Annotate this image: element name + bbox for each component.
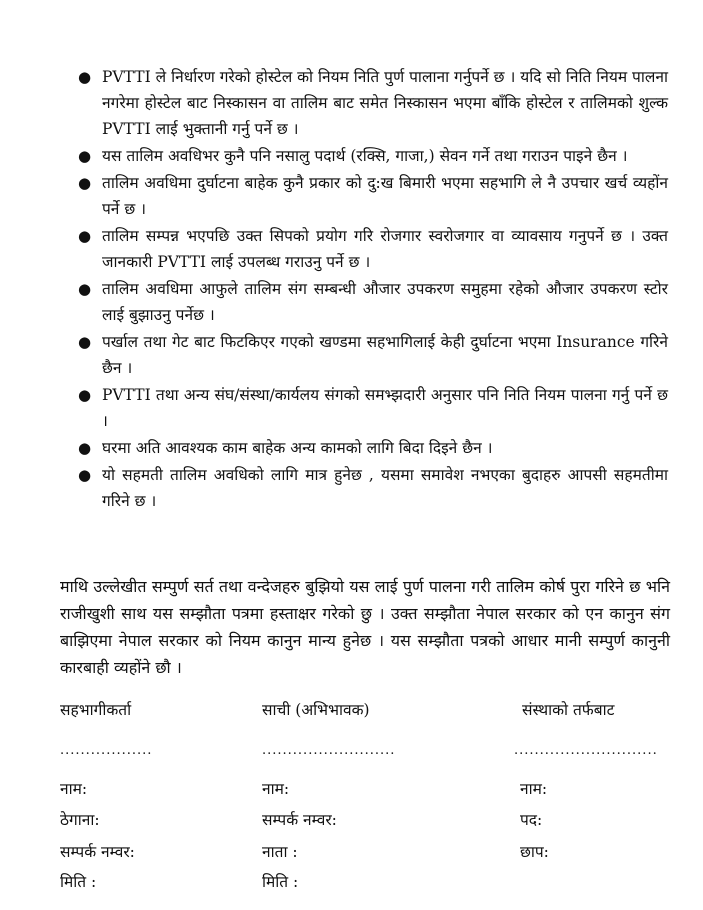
institution-heading: संस्थाको तर्फबाट	[522, 701, 615, 719]
term-item: ● यो सहमती तालिम अवधिको लागि मात्र हुनेछ , यसमा समावेश नभएका बुदाहरु आपसी सहमतीमा गरिने छ ।	[78, 462, 668, 514]
participant-heading: सहभागीकर्ता	[60, 701, 132, 719]
term-item: ● तालिम अवधिमा आफुले तालिम संग सम्बन्धी औजार उपकरण समुहमा रहेको औजार उपकरण स्टोर लाई बुझाउनु पर्नेछ ।	[78, 276, 668, 328]
witness-signature-line: ..........................	[262, 743, 396, 758]
witness-relation-label: नाता :	[262, 843, 298, 861]
term-item: ● तालिम अवधिमा दुर्घाटना बाहेक कुनै प्रकार को दु:ख बिमारी भएमा सहभागि ले नै उपचार खर्च व्यहोंन पर्ने छ ।	[78, 170, 668, 222]
participant-signature-line: ..................	[60, 743, 153, 758]
institution-name-label: नाम:	[520, 780, 548, 798]
participant-date-label: मिति :	[60, 873, 97, 891]
participant-contact-label: सम्पर्क नम्वर:	[60, 843, 135, 861]
witness-date-label: मिति :	[262, 873, 299, 891]
term-item: ● PVTTI ले निर्धारण गरेको होस्टेल को नियम निति पुर्ण पालाना गर्नुपर्ने छ । यदि सो निति नियम पालना नगरेमा होस्टेल बाट निस्कासन वा तालिम बाट समेत निस्कासन भएमा बाँकि होस्टेल र तालिमको शुल्क PVTTI लाई भुक्तानी गर्नु पर्ने छ ।	[78, 64, 668, 142]
term-item: ● पर्खाल तथा गेट बाट फिटकिएर गएको खण्डमा सहभागिलाई केही दुर्घाटना भएमा Insurance गरिने छैन ।	[78, 329, 668, 381]
term-item: ● तालिम सम्पन्न भएपछि उक्त सिपको प्रयोग गरि रोजगार स्वरोजगार वा व्यावसाय गनुपर्ने छ । उक्त जानकारी PVTTI लाई उपलब्ध गराउनु पर्ने छ ।	[78, 223, 668, 275]
participant-address-label: ठेगाना:	[60, 811, 100, 829]
terms-list	[78, 64, 668, 515]
institution-post-label: पद:	[520, 811, 543, 829]
term-item: ● PVTTI तथा अन्य संघ/संस्था/कार्यलय संगको समभ्झदारी अनुसार पनि निति नियम पालना गर्नु पर्ने छ ।	[78, 382, 668, 434]
institution-signature-line: ............................	[514, 743, 658, 758]
agreement-paragraph: माथि उल्लेखीत सम्पुर्ण सर्त तथा वन्देजहरु बुझियो यस लाई पुर्ण पालना गरी तालिम कोर्ष पुरा गरिने छ भनि राजीखुशी साथ यस सम्झौता पत्रमा हस्ताक्षर गरेको छु । उक्त सम्झौता नेपाल सरकार को एन कानुन संग बाझिएमा नेपाल सरकार को नियम कानुन मान्य हुनेछ । यस सम्झौता पत्रको आधार मानी सम्पुर्ण कानुनी कारबाही व्यहोंने छौ ।	[60, 577, 670, 677]
term-item: ● घरमा अति आवश्यक काम बाहेक अन्य कामको लागि बिदा दिइने छैन ।	[78, 435, 668, 461]
term-item: ● यस तालिम अवधिभर कुनै पनि नसालु पदार्थ (रक्सि, गाजा,) सेवन गर्ने तथा गराउन पाइने छैन ।	[78, 143, 668, 169]
participant-name-label: नाम:	[60, 780, 88, 798]
witness-heading: साची (अभिभावक)	[262, 701, 370, 719]
witness-contact-label: सम्पर्क नम्वर:	[262, 811, 337, 829]
institution-seal-label: छाप:	[520, 843, 549, 861]
witness-name-label: नाम:	[262, 780, 290, 798]
